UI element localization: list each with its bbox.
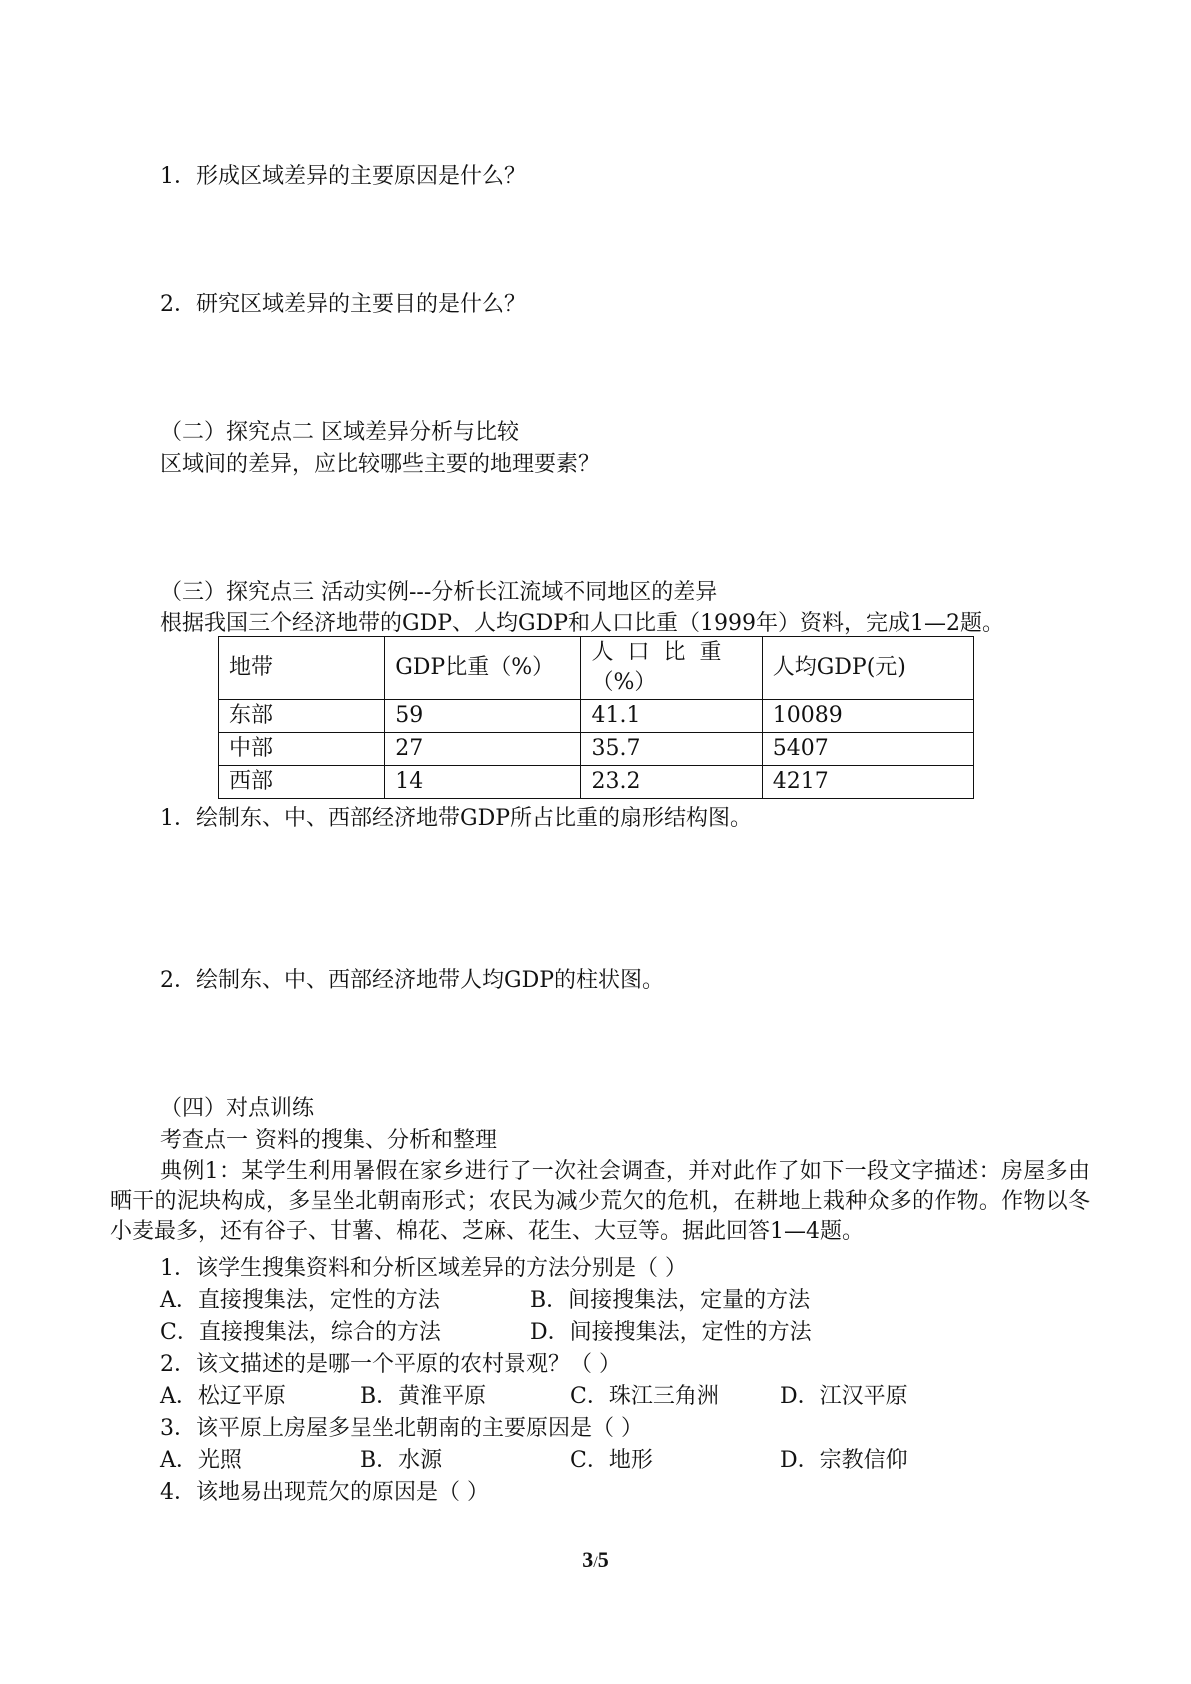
page-separator: / xyxy=(593,1554,598,1571)
table-header-text: 人口比重 xyxy=(591,640,736,665)
page-number xyxy=(0,1545,1191,1578)
table-question-1: 1．绘制东、中、西部经济地带GDP所占比重的扇形结构图。 xyxy=(160,806,753,831)
table-cell: 35.7 xyxy=(581,733,762,766)
mc-2-option-a: A．松辽平原 xyxy=(160,1384,286,1409)
table-header-row xyxy=(219,637,974,700)
table-cell: 东部 xyxy=(219,700,385,733)
table-cell: 27 xyxy=(385,733,581,766)
table-row xyxy=(219,700,974,733)
question-1: 1．形成区域差异的主要原因是什么？ xyxy=(160,164,526,189)
mc-question-4: 4．该地易出现荒欠的原因是（ ） xyxy=(160,1480,489,1505)
section-3-intro: 根据我国三个经济地带的GDP、人均GDP和人口比重（1999年）资料，完成1—2题。 xyxy=(160,611,1005,636)
gdp-table xyxy=(218,636,974,799)
section-2-question: 区域间的差异，应比较哪些主要的地理要素？ xyxy=(160,452,601,477)
section-4-title: （四）对点训练 xyxy=(160,1096,315,1121)
table-header-cell: GDP比重（%） xyxy=(385,637,581,700)
table-header-cell: 人均GDP(元) xyxy=(762,637,973,700)
mc-1-option-c: C．直接搜集法，综合的方法 xyxy=(160,1320,441,1345)
table-cell: 41.1 xyxy=(581,700,762,733)
mc-question-3: 3．该平原上房屋多呈坐北朝南的主要原因是（ ） xyxy=(160,1416,643,1441)
mc-3-option-b: B．水源 xyxy=(360,1448,443,1473)
mc-2-option-b: B．黄淮平原 xyxy=(360,1384,487,1409)
mc-1-option-b: B．间接搜集法，定量的方法 xyxy=(530,1288,811,1313)
table-cell: 西部 xyxy=(219,766,385,799)
table-cell: 10089 xyxy=(762,700,973,733)
table-cell: 14 xyxy=(385,766,581,799)
mc-question-2: 2．该文描述的是哪一个平原的农村景观？（ ） xyxy=(160,1352,621,1377)
mc-1-option-d: D．间接搜集法，定性的方法 xyxy=(530,1320,812,1345)
question-2: 2．研究区域差异的主要目的是什么？ xyxy=(160,292,526,317)
mc-3-option-a: A．光照 xyxy=(160,1448,242,1473)
table-cell: 23.2 xyxy=(581,766,762,799)
mc-2-option-c: C．珠江三角洲 xyxy=(570,1384,719,1409)
mc-1-option-a: A．直接搜集法，定性的方法 xyxy=(160,1288,440,1313)
table-cell: 4217 xyxy=(762,766,973,799)
mc-3-option-c: C．地形 xyxy=(570,1448,653,1473)
mc-2-option-d: D．江汉平原 xyxy=(780,1384,908,1409)
exam-point: 考查点一 资料的搜集、分析和整理 xyxy=(160,1128,497,1153)
table-header-cell: 地带 xyxy=(219,637,385,700)
table-row xyxy=(219,733,974,766)
page-total: 5 xyxy=(597,1547,609,1572)
table-question-2: 2．绘制东、中、西部经济地带人均GDP的柱状图。 xyxy=(160,968,665,993)
section-2-title: （二）探究点二 区域差异分析与比较 xyxy=(160,420,519,445)
table-cell: 5407 xyxy=(762,733,973,766)
table-header-unit: （%） xyxy=(591,670,657,695)
table-row xyxy=(219,766,974,799)
table-header-cell xyxy=(581,637,762,700)
table-cell: 59 xyxy=(385,700,581,733)
table-cell: 中部 xyxy=(219,733,385,766)
example-paragraph: 典例1：某学生利用暑假在家乡进行了一次社会调查，并对此作了如下一段文字描述：房屋多由晒干的泥块构成，多呈坐北朝南形式；农民为减少荒欠的危机，在耕地上栽种众多的作物。作物以冬小麦最多，还有谷子、甘薯、棉花、芝麻、花生、大豆等。据此回答1—4题。 xyxy=(110,1159,1090,1244)
page-current: 3 xyxy=(582,1547,594,1572)
mc-3-option-d: D．宗教信仰 xyxy=(780,1448,908,1473)
mc-question-1: 1．该学生搜集资料和分析区域差异的方法分别是（ ） xyxy=(160,1256,687,1281)
section-3-title: （三）探究点三 活动实例---分析长江流域不同地区的差异 xyxy=(160,580,718,605)
